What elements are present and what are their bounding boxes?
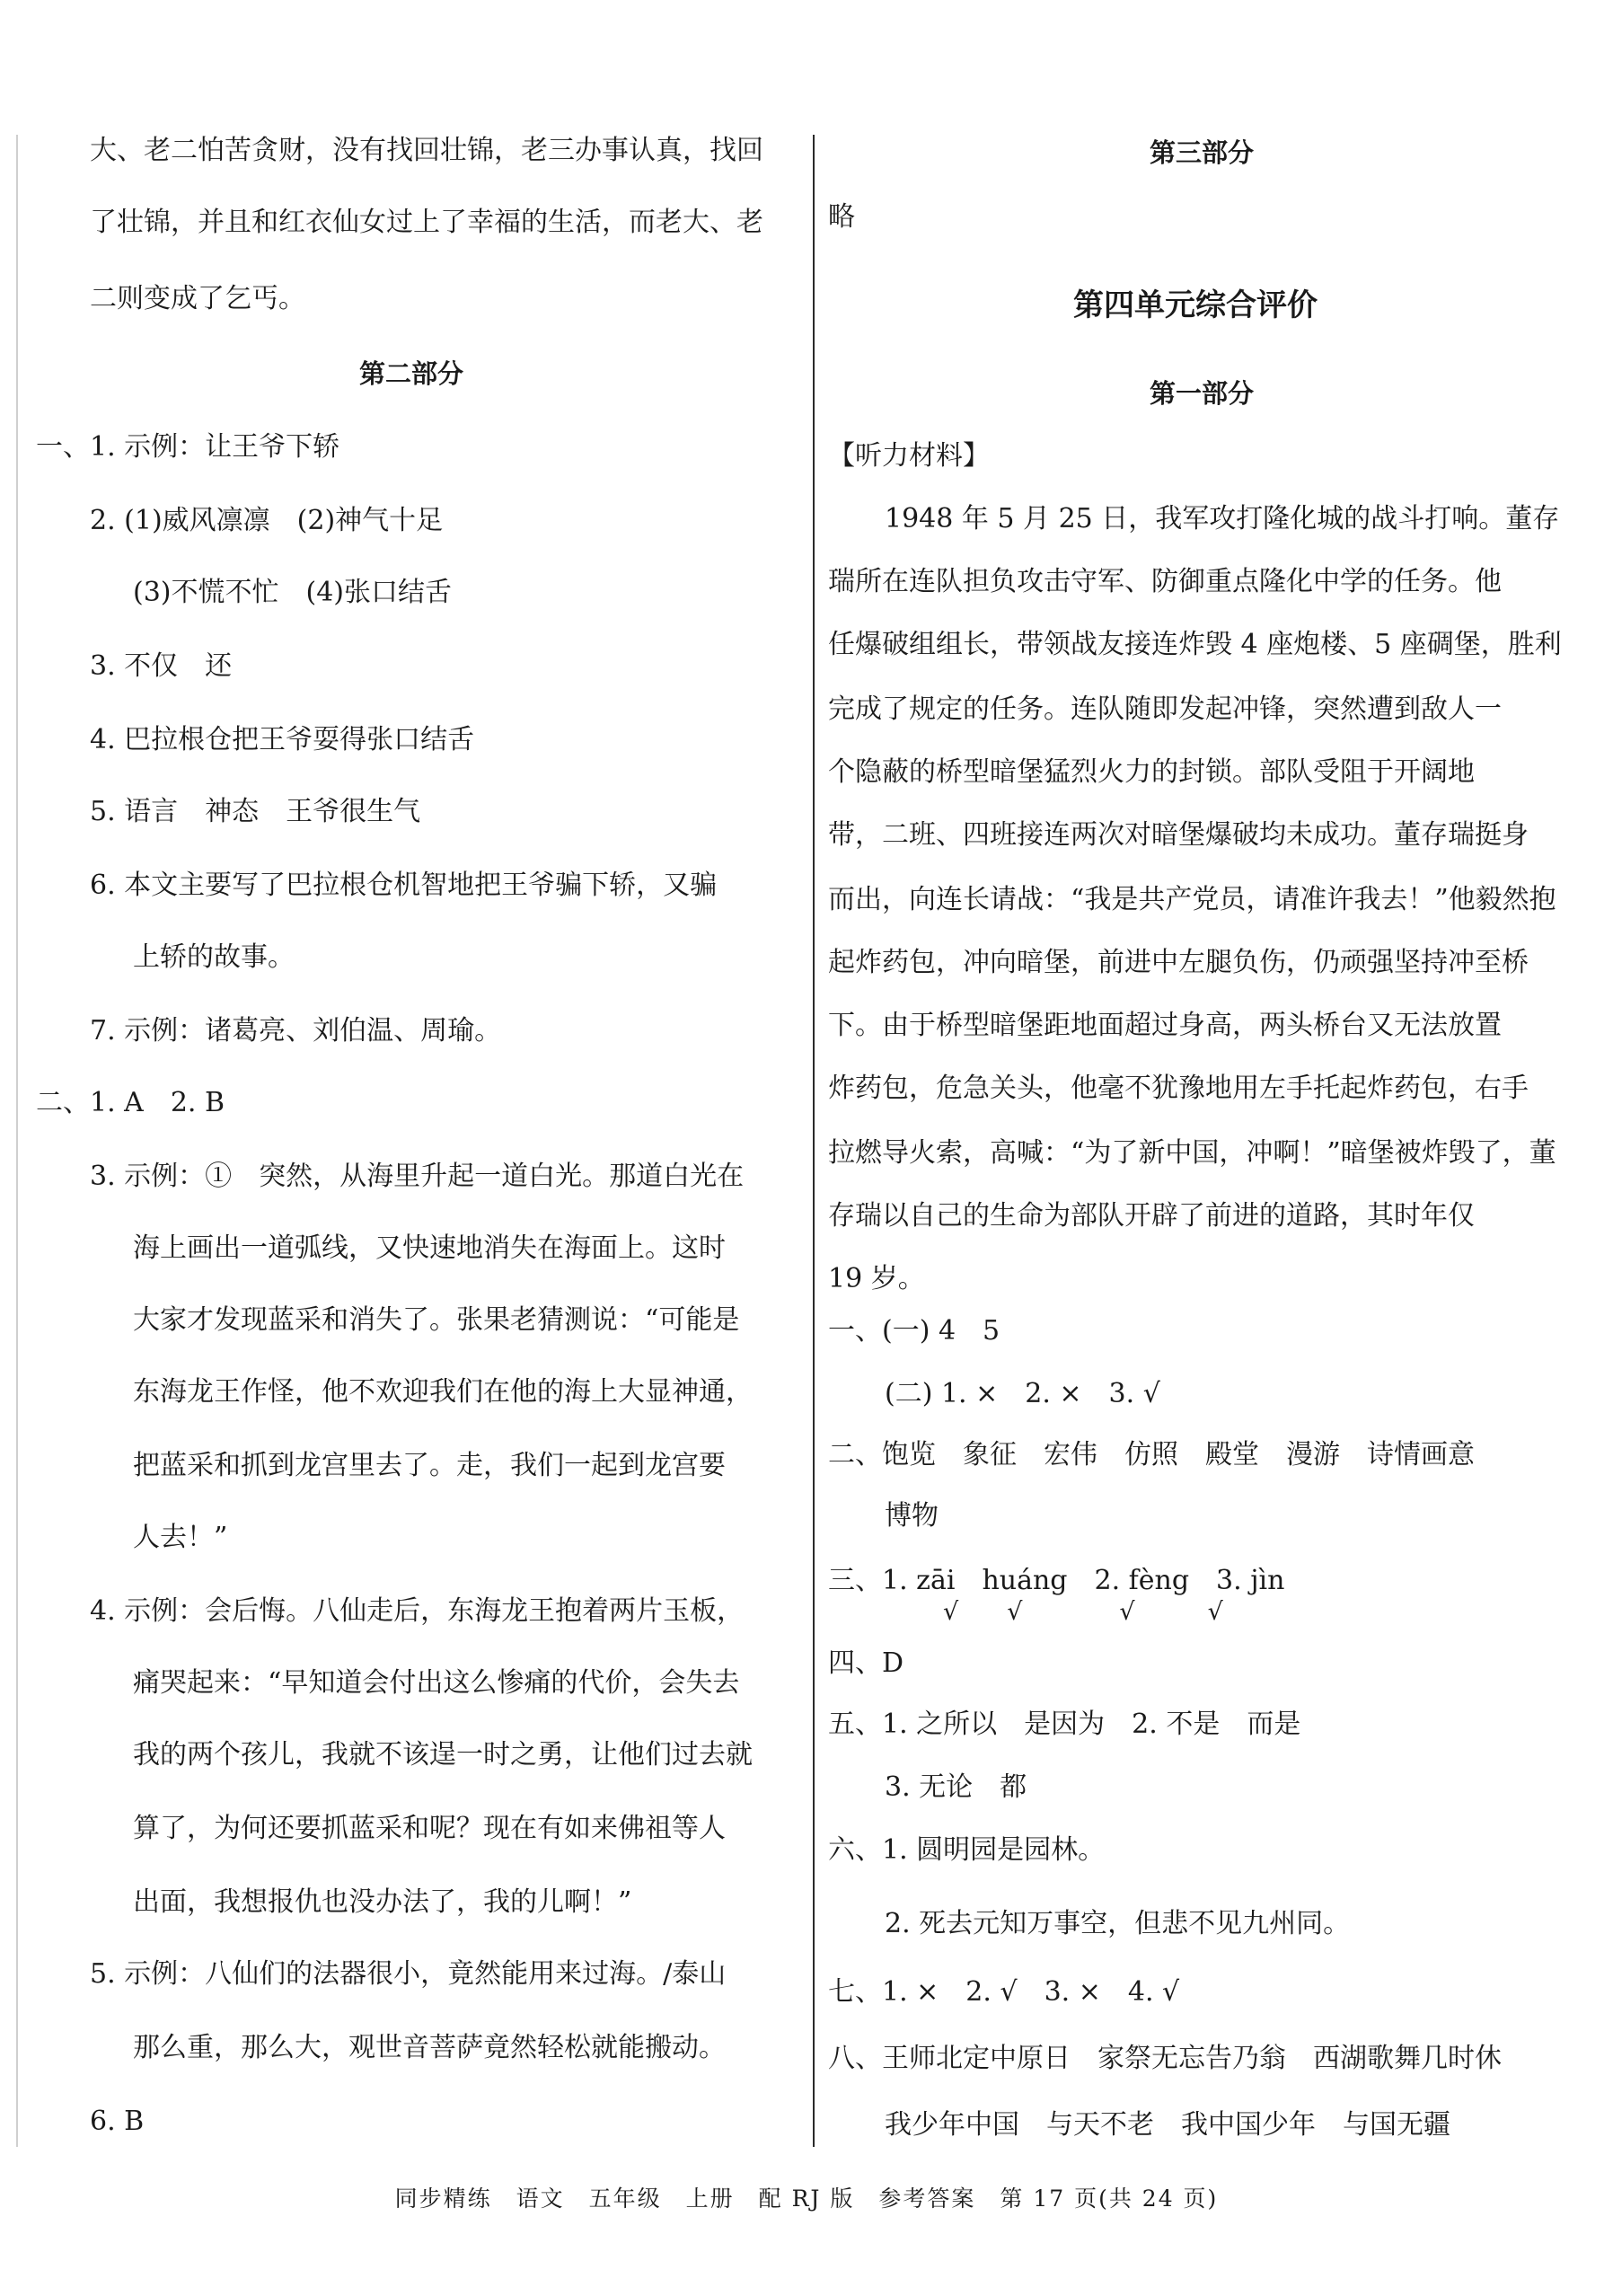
text-line: 任爆破组组长，带领战友接连炸毁 4 座炮楼、5 座碉堡，胜利 (828, 629, 1562, 660)
answer-line: 6. 本文主要写了巴拉根仓机智地把王爷骗下轿，又骗 (90, 870, 718, 901)
answer-line: 二、1. A 2. B (36, 1087, 225, 1118)
answer-line: 三、1. zāi huáng 2. fèng 3. jìn (828, 1565, 1285, 1596)
text-line: 炸药包，危急关头，他毫不犹豫地用左手托起炸药包，右手 (828, 1073, 1529, 1104)
section-heading: 第三部分 (1150, 137, 1255, 168)
text-line: 完成了规定的任务。连队随即发起冲锋，突然遭到敌人一 (828, 693, 1502, 725)
answer-line: 4. 示例：会后悔。八仙走后，东海龙王抱着两片玉板， (90, 1595, 745, 1627)
answer-line: 算了，为何还要抓蓝采和呢？现在有如来佛祖等人 (133, 1813, 726, 1844)
text-line: 大、老二怕苦贪财，没有找回壮锦，老三办事认真，找回 (90, 135, 763, 166)
text-line: 下。由于桥型暗堡距地面超过身高，两头桥台又无法放置 (828, 1010, 1502, 1041)
answer-line: 八、王师北定中原日 家祭无忘告乃翁 西湖歌舞几时休 (828, 2043, 1502, 2074)
text-line: 二则变成了乞丐。 (90, 283, 305, 314)
answer-line: 那么重，那么大，观世音菩萨竟然轻松就能搬动。 (133, 2032, 726, 2063)
text-line: 个隐蔽的桥型暗堡猛烈火力的封锁。部队受阻于开阔地 (828, 756, 1475, 788)
answer-line: 5. 示例：八仙们的法器很小，竟然能用来过海。/泰山 (90, 1958, 727, 1990)
text-line: 1948 年 5 月 25 日，我军攻打隆化城的战斗打响。董存 (885, 503, 1560, 534)
answer-line: (二) 1. × 2. × 3. √ (885, 1378, 1160, 1409)
answer-line: 七、1. × 2. √ 3. × 4. √ (828, 1976, 1180, 2008)
answer-line: 2. 死去元知万事空，但悲不见九州同。 (885, 1908, 1351, 1939)
answer-line: 我的两个孩儿，我就不该逞一时之勇，让他们过去就 (133, 1739, 753, 1771)
answer-line: 4. 巴拉根仓把王爷耍得张口结舌 (90, 724, 475, 755)
text-line: 略 (828, 201, 855, 233)
answer-line: 3. 示例：① 突然，从海里升起一道白光。那道白光在 (90, 1161, 745, 1192)
column-divider (813, 135, 815, 2147)
answer-line: 6. B (90, 2106, 145, 2137)
answer-line: 四、D (828, 1647, 904, 1679)
answer-line: (3)不慌不忙 (4)张口结舌 (133, 577, 452, 608)
answer-line: 五、1. 之所以 是因为 2. 不是 而是 (828, 1709, 1301, 1740)
answer-line: 一、(一) 4 5 (828, 1315, 1000, 1347)
answer-line: 海上画出一道弧线，又快速地消失在海面上。这时 (133, 1232, 726, 1264)
text-line: 而出，向连长请战：“我是共产党员，请准许我去！”他毅然抱 (828, 884, 1556, 915)
answer-line: 人去！” (133, 1522, 228, 1553)
text-line: 存瑞以自己的生命为部队开辟了前进的道路，其时年仅 (828, 1200, 1475, 1232)
section-heading: 第二部分 (359, 358, 464, 389)
answer-line: 3. 不仅 还 (90, 650, 233, 682)
text-line: 了壮锦，并且和红衣仙女过上了幸福的生活，而老大、老 (90, 207, 763, 238)
left-margin-rule (16, 135, 18, 2147)
answer-line: 六、1. 圆明园是园林。 (828, 1834, 1106, 1866)
answer-line: 一、1. 示例：让王爷下轿 (36, 431, 340, 463)
answer-line: 出面，我想报仇也没办法了，我的儿啊！” (133, 1886, 632, 1918)
material-label: 【听力材料】 (828, 440, 990, 472)
section-heading: 第一部分 (1150, 378, 1255, 409)
answer-line: 大家才发现蓝采和消失了。张果老猜测说：“可能是 (133, 1304, 740, 1336)
answer-line: 2. (1)威风凛凛 (2)神气十足 (90, 505, 444, 536)
answer-line: 二、饱览 象征 宏伟 仿照 殿堂 漫游 诗情画意 (828, 1439, 1475, 1470)
answer-line: 3. 无论 都 (885, 1771, 1027, 1803)
text-line: 带，二班、四班接连两次对暗堡爆破均未成功。董存瑞挺身 (828, 819, 1529, 851)
answer-line: 博物 (885, 1500, 939, 1532)
answer-line: 7. 示例：诸葛亮、刘伯温、周瑜。 (90, 1015, 502, 1046)
text-line: 19 岁。 (828, 1263, 925, 1294)
answer-line: 东海龙王作怪，他不欢迎我们在他的海上大显神通， (133, 1376, 753, 1408)
answer-line: 上轿的故事。 (133, 941, 295, 973)
answer-line: 5. 语言 神态 王爷很生气 (90, 796, 421, 827)
text-line: 起炸药包，冲向暗堡，前进中左腿负伤，仍顽强坚持冲至桥 (828, 947, 1529, 978)
text-line: 瑞所在连队担负攻击守军、防御重点隆化中学的任务。他 (828, 566, 1502, 597)
answer-line: 痛哭起来：“早知道会付出这么惨痛的代价，会失去 (133, 1667, 740, 1699)
answer-line: 把蓝采和抓到龙宫里去了。走，我们一起到龙宫要 (133, 1450, 726, 1481)
answer-line: 我少年中国 与天不老 我中国少年 与国无疆 (885, 2109, 1450, 2141)
text-line: 拉燃导火索，高喊：“为了新中国，冲啊！”暗堡被炸毁了，董 (828, 1137, 1556, 1169)
page-footer: 同步精练 语文 五年级 上册 配 RJ 版 参考答案 第 17 页(共 24 页) (394, 2186, 1219, 2212)
unit-title: 第四单元综合评价 (1073, 287, 1318, 323)
check-marks: √ √ √ √ (943, 1598, 1223, 1626)
